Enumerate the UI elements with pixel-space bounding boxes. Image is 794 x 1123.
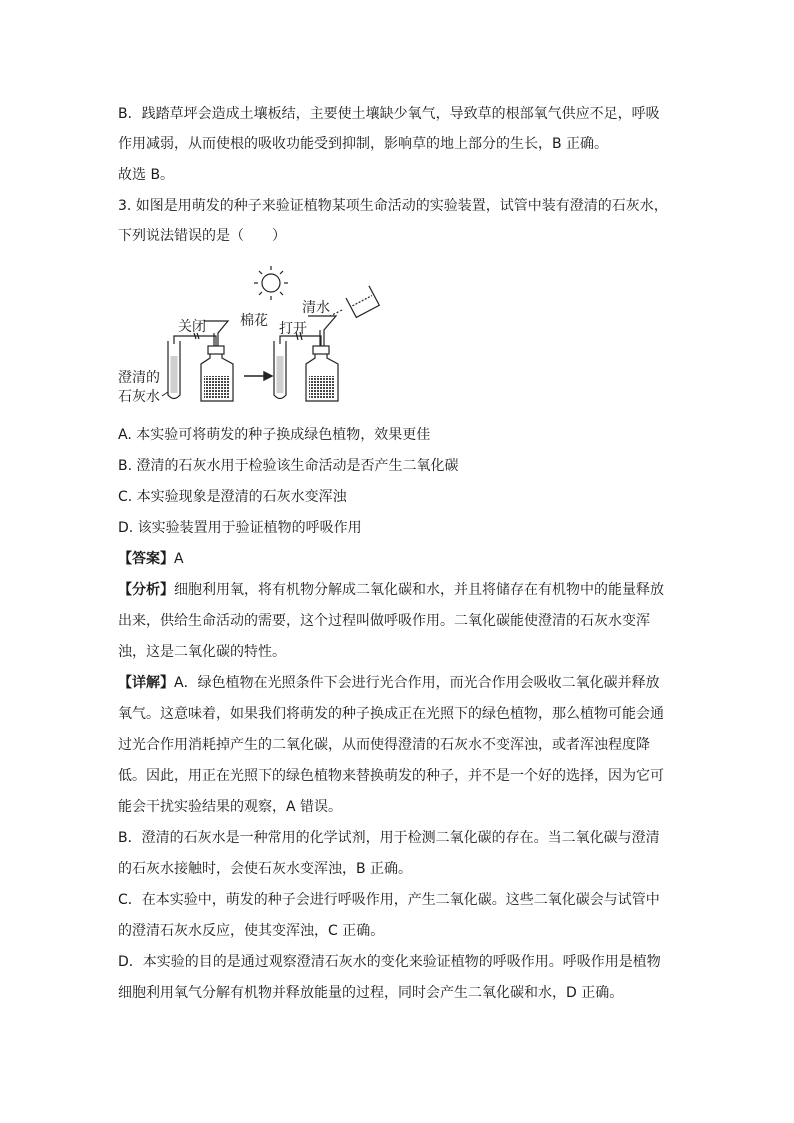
text-line: 故选 B。: [118, 167, 175, 183]
label-close: 关闭: [178, 319, 206, 335]
option-c: C. 本实验现象是澄清的石灰水变浑浊: [118, 489, 347, 505]
detail-line: D．本实验的目的是通过观察澄清石灰水的变化来验证植物的呼吸作用。呼吸作用是植物: [118, 954, 661, 970]
label-open: 打开: [279, 321, 307, 337]
analysis-tag: 【分析】: [118, 582, 174, 598]
detail-tag: 【详解】: [118, 675, 174, 691]
option-d: D. 该实验装置用于验证植物的呼吸作用: [118, 520, 362, 536]
option-a: A. 本实验可将萌发的种子换成绿色植物，效果更佳: [118, 427, 431, 443]
label-cotton: 棉花: [240, 313, 268, 329]
detail-line: C．在本实验中，萌发的种子会进行呼吸作用，产生二氧化碳。这些二氧化碳会与试管中: [118, 892, 660, 908]
answer-line: [118, 549, 184, 569]
detail-line: B．澄清的石灰水是一种常用的化学试剂，用于检测二氧化碳的存在。当二氧化碳与澄清: [118, 830, 660, 846]
text-line: B．践踏草坪会造成土壤板结，主要使土壤缺少氧气，导致草的根部氧气供应不足，呼吸: [118, 106, 660, 122]
seeds-pattern: [204, 376, 230, 398]
arrow-icon: [244, 372, 272, 380]
detail-line: 的石灰水接触时，会使石灰水变浑浊，B 正确。: [118, 861, 413, 877]
label-water: 清水: [302, 300, 330, 316]
detail-line: 的澄清石灰水反应，使其变浑浊，C 正确。: [118, 923, 385, 939]
text-line: 作用减弱，从而使根的吸收功能受到抑制，影响草的地上部分的生长，B 正确。: [118, 136, 609, 152]
question-stem-end: 下列说法错误的是（ ）: [118, 228, 286, 244]
analysis-text: 细胞利用氧，将有机物分解成二氧化碳和水，并且将储存在有机物中的能量释放: [174, 582, 664, 598]
answer-tag: 【答案】: [118, 551, 174, 567]
analysis-line: [118, 580, 664, 600]
option-b: B. 澄清的石灰水用于检验该生命活动是否产生二氧化碳: [118, 458, 459, 474]
detail-line: 氧气。这意味着，如果我们将萌发的种子换成正在光照下的绿色植物，那么植物可能会通: [118, 706, 664, 722]
detail-line: 能会干扰实验结果的观察，A 错误。: [118, 799, 343, 815]
label-limewater-line2: 石灰水: [118, 389, 160, 405]
sun-icon: [254, 266, 288, 300]
label-limewater-line1: 澄清的: [118, 370, 160, 386]
detail-line: 过光合作用消耗掉产生的二氧化碳，从而使得澄清的石灰水不变浑浊，或者浑浊程度降: [118, 737, 650, 753]
detail-line: [118, 673, 660, 693]
experiment-figure: [116, 258, 476, 414]
detail-text: A．绿色植物在光照条件下会进行光合作用，而光合作用会吸收二氧化碳并释放: [174, 675, 660, 691]
question-stem: 3. 如图是用萌发的种子来验证植物某项生命活动的实验装置，试管中装有澄清的石灰水，: [118, 198, 668, 214]
detail-line: 低。因此，用正在光照下的绿色植物来替换萌发的种子，并不是一个好的选择，因为它可: [118, 768, 664, 784]
analysis-line: 出来，供给生命活动的需要，这个过程叫做呼吸作用。二氧化碳能使澄清的石灰水变浑: [118, 613, 650, 629]
answer-text: A: [174, 551, 184, 567]
detail-line: 细胞利用氧气分解有机物并释放能量的过程，同时会产生二氧化碳和水，D 正确。: [118, 985, 624, 1001]
analysis-line: 浊，这是二氧化碳的特性。: [118, 644, 286, 660]
